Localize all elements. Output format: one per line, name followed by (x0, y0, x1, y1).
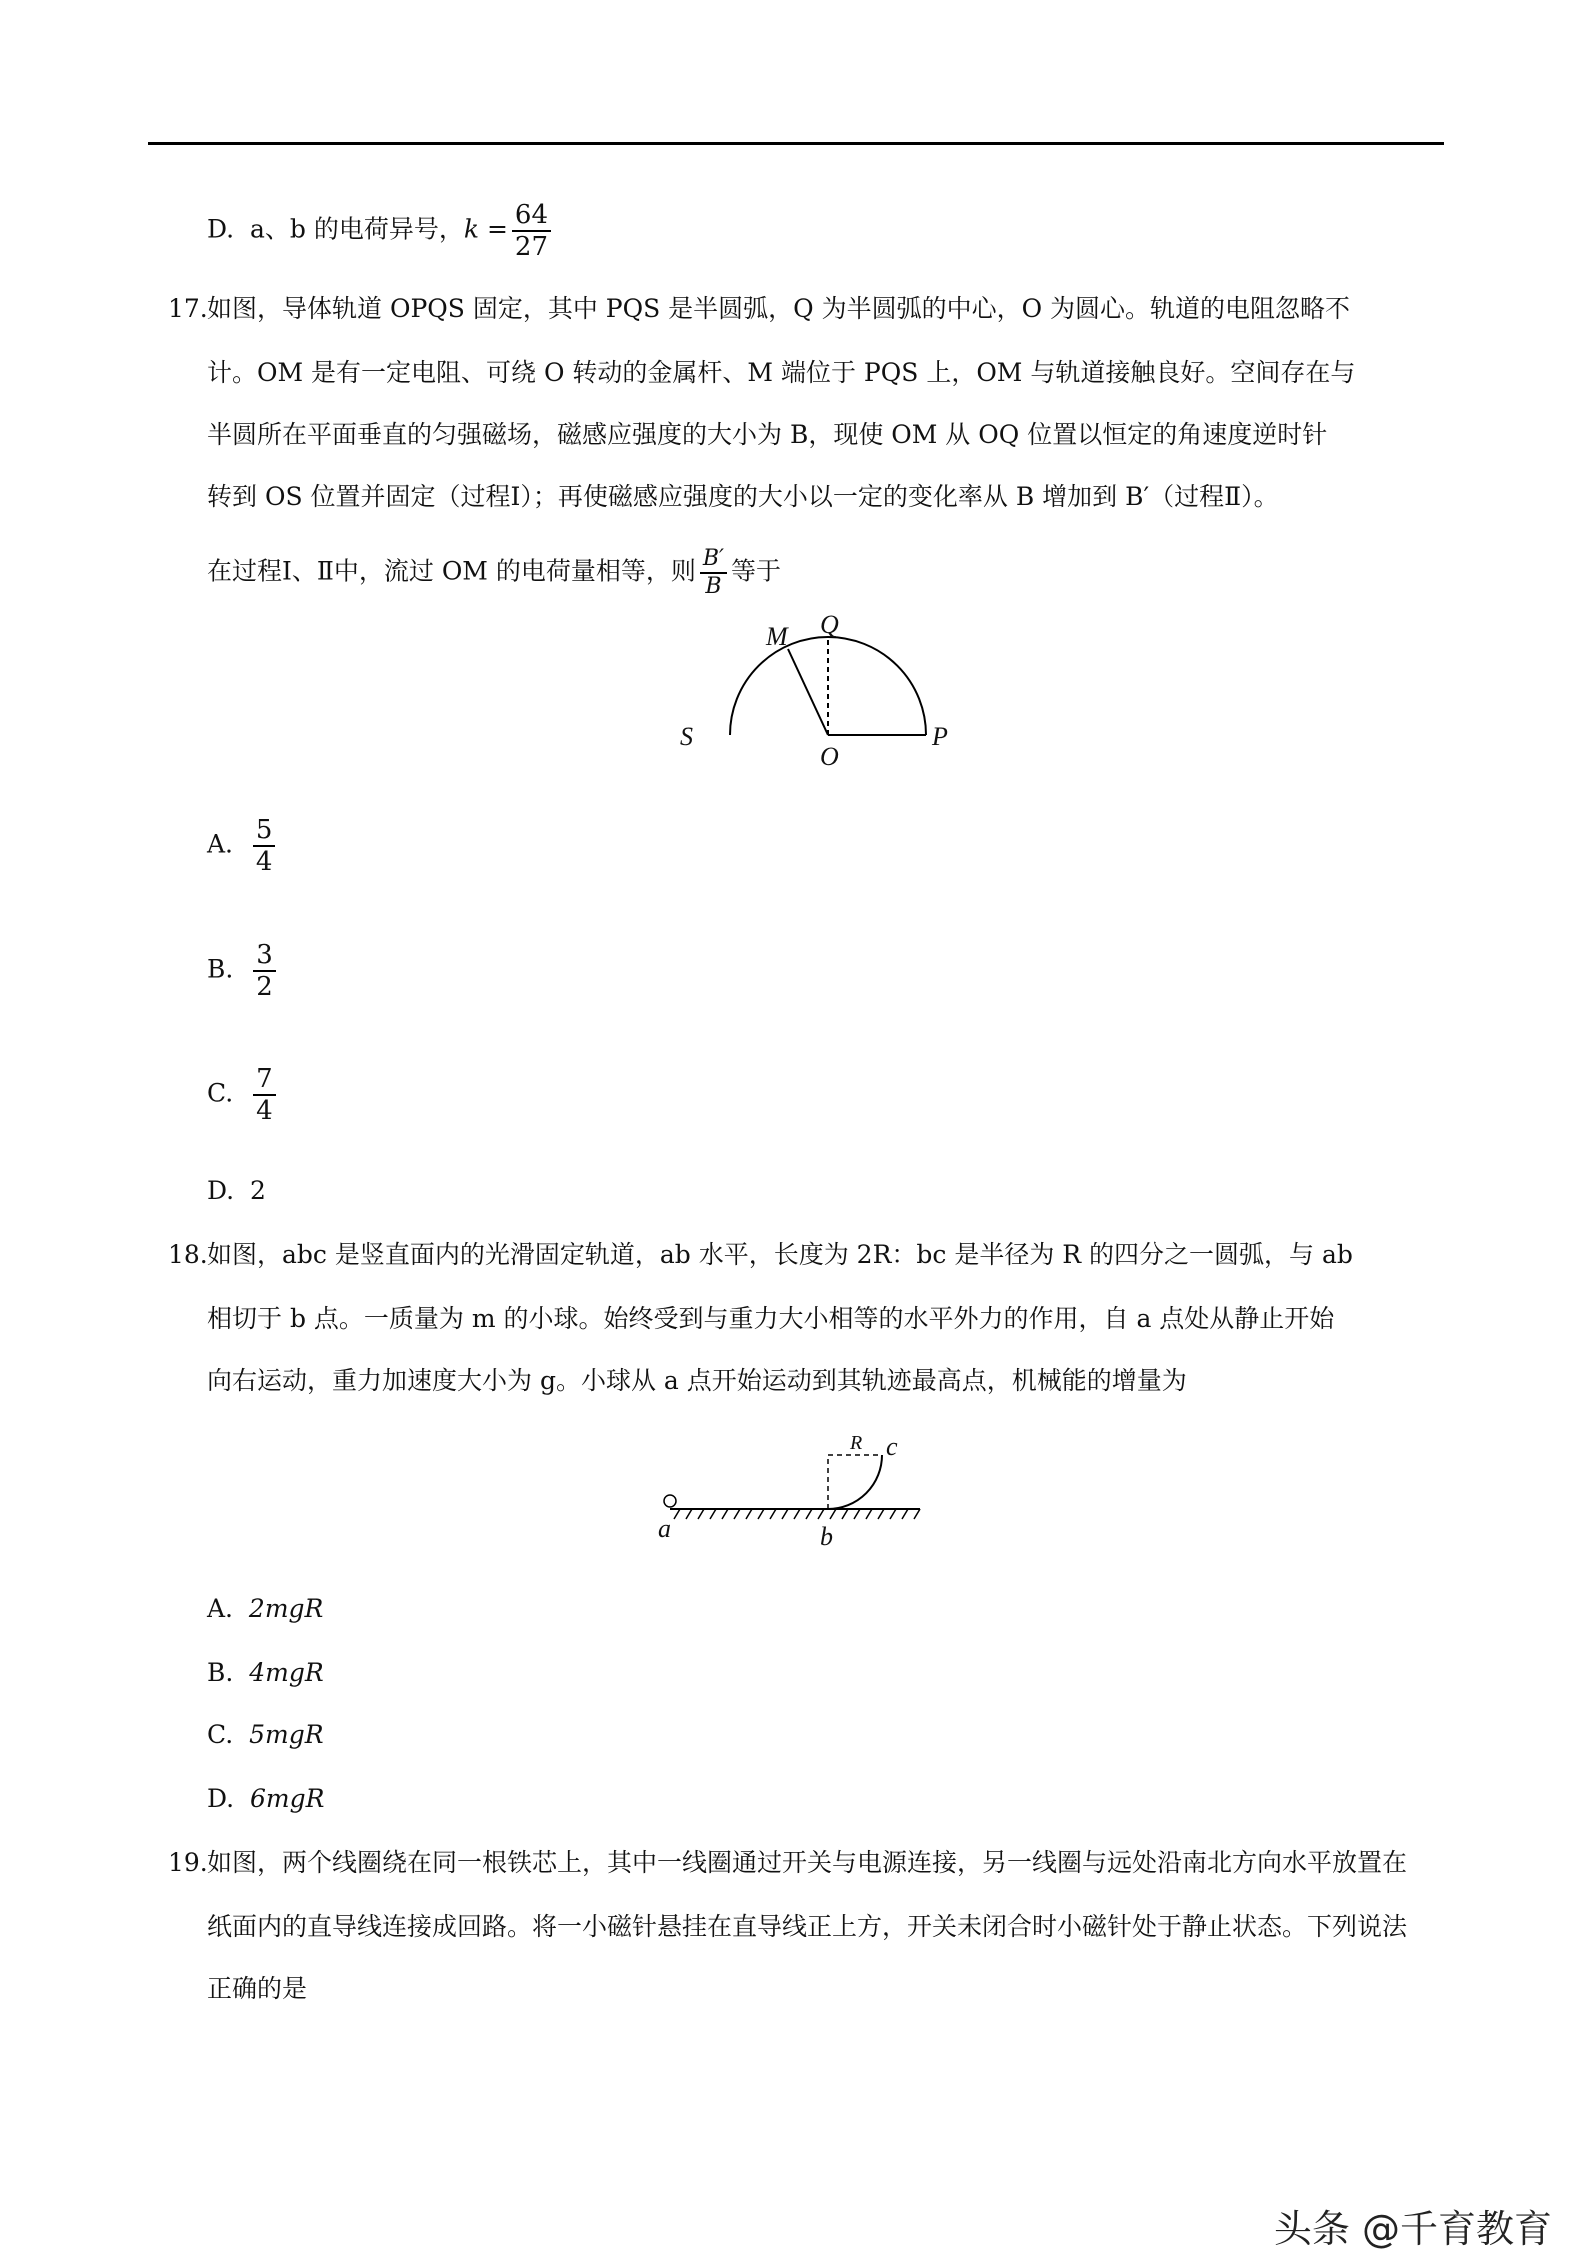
label-o: O (820, 742, 839, 771)
rod-om (788, 649, 828, 735)
q18-option-a: A. 2mgR (207, 1594, 324, 1623)
q18-diagram (640, 1425, 940, 1555)
header-rule (148, 142, 1444, 145)
q17-option-b: B. $\frac{3}{2}$ (207, 940, 280, 1002)
q17-option-c: C. $\frac{7}{4}$ (207, 1064, 280, 1126)
label-b: b (820, 1522, 833, 1551)
q18-line-2: 相切于 b 点。一质量为 m 的小球。始终受到与重力大小相等的水平外力的作用，自 a 点处从静止开始 (207, 1304, 1335, 1333)
q19-line-1: 如图，两个线圈绕在同一根铁芯上，其中一线圈通过开关与电源连接，另一线圈与远处沿南北方向水平放置在 (207, 1848, 1408, 1877)
label-a: a (658, 1514, 671, 1543)
q18-number: 18. (168, 1240, 208, 1269)
q18-line-1: 如图，abc 是竖直面内的光滑固定轨道，ab 水平，长度为 2R：bc 是半径为 R 的四分之一圆弧，与 ab (207, 1240, 1353, 1269)
label-s: S (680, 722, 693, 751)
q18-option-d: D. 6mgR (207, 1784, 325, 1813)
watermark: 头条 @千育教育 (1273, 2207, 1552, 2251)
q17-line-2: 计。OM 是有一定电阻、可绕 O 转动的金属杆、M 端位于 PQS 上，OM 与轨道接触良好。空间存在与 (207, 358, 1356, 387)
label-c: c (886, 1432, 898, 1461)
q19-line-2: 纸面内的直导线连接成回路。将一小磁针悬挂在直导线正上方，开关未闭合时小磁针处于静止状态。下列说法 (207, 1912, 1408, 1941)
q19-line-3: 正确的是 (207, 1974, 308, 2003)
q16-option-d: D. a、b 的电荷异号，k = $\frac{64}{27}$ (207, 200, 555, 262)
q17-line-5: 在过程Ⅰ、Ⅱ中，流过 OM 的电荷量相等，则 $\frac{B'}{B}$ 等于 (207, 546, 782, 599)
label-m: M (766, 622, 788, 651)
q18-option-b: B. 4mgR (207, 1658, 324, 1687)
q17-line-3: 半圆所在平面垂直的匀强磁场，磁感应强度的大小为 B，现使 OM 从 OQ 位置以恒定的角速度逆时针 (207, 420, 1328, 449)
q17-option-d: D. 2 (207, 1176, 266, 1205)
q17-diagram (670, 615, 950, 775)
label-r: R (850, 1432, 863, 1454)
q17-line-1: 如图，导体轨道 OPQS 固定，其中 PQS 是半圆弧，Q 为半圆弧的中心，O 为圆心。轨道的电阻忽略不 (207, 294, 1351, 323)
arc-bc (828, 1455, 882, 1509)
q17-number: 17. (168, 294, 208, 323)
label-q: Q (820, 615, 839, 639)
q18-line-3: 向右运动，重力加速度大小为 g。小球从 a 点开始运动到其轨迹最高点，机械能的增量为 (207, 1366, 1187, 1395)
q17-line-4: 转到 OS 位置并固定（过程Ⅰ）；再使磁感应强度的大小以一定的变化率从 B 增加到 B′（过程Ⅱ）。 (207, 482, 1279, 511)
ball (664, 1495, 676, 1507)
q18-option-c: C. 5mgR (207, 1720, 324, 1749)
label-p: P (932, 722, 948, 751)
q17-option-a: A. $\frac{5}{4}$ (207, 815, 279, 877)
ground-hatching (674, 1509, 920, 1519)
q19-number: 19. (168, 1848, 208, 1877)
